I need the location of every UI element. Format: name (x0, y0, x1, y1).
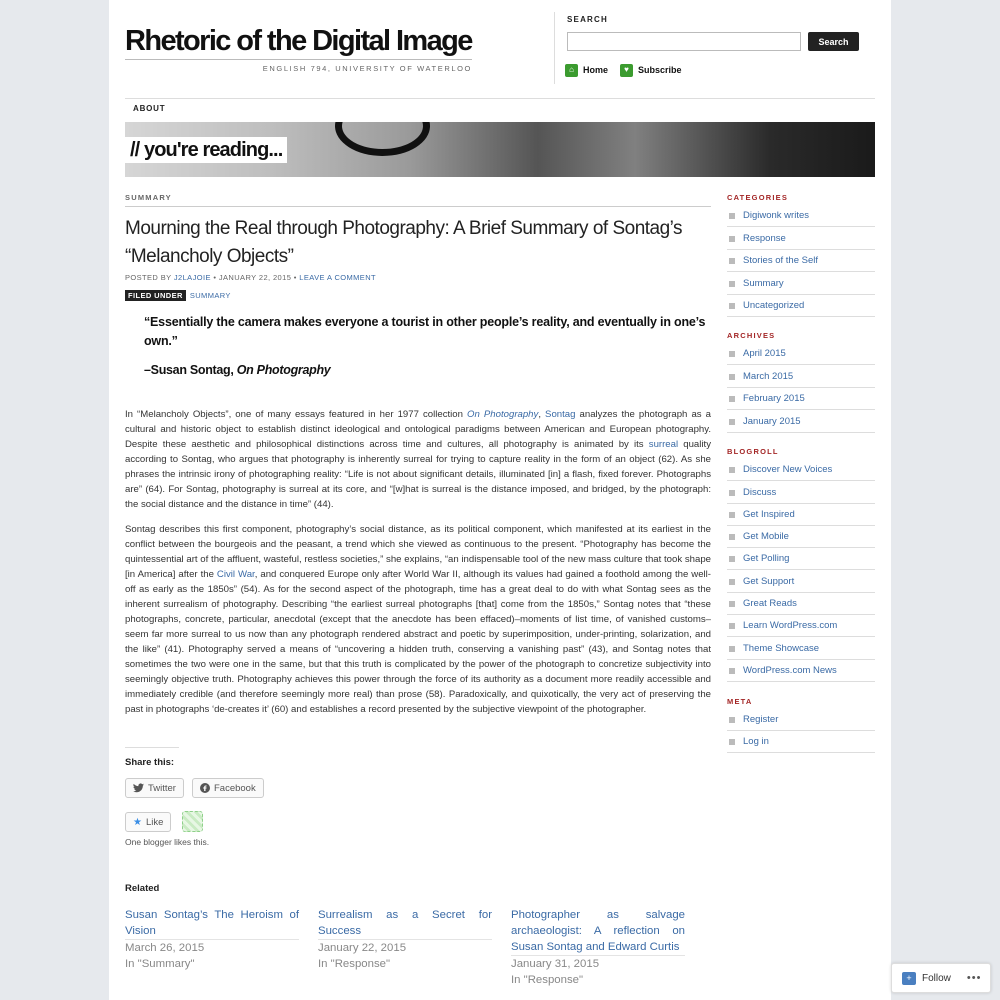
civil-war-link[interactable]: Civil War (216, 569, 255, 580)
meta-heading: META (727, 697, 753, 706)
related-post-date: January 31, 2015 (511, 958, 600, 970)
title-divider (125, 59, 472, 60)
sontag-link[interactable]: Sontag (545, 409, 576, 420)
facebook-share-button[interactable] (192, 778, 264, 798)
text: analyzes the photograph as a cultural and historic object to establish distinct ideological and ontological paradigms between American and European photography. Despite these aesthetic and philosophical distinctions across time and cultures, all photography is animated by its (125, 409, 711, 450)
paragraph-1 (125, 407, 711, 512)
archive-label: March 2015 (743, 371, 794, 382)
archive-label: January 2015 (743, 416, 801, 427)
archive-link[interactable] (727, 366, 875, 388)
blogroll-heading: BLOGROLL (727, 447, 779, 456)
blogroll-label: Discuss (743, 487, 777, 498)
star-icon: ★ (133, 816, 142, 828)
share-divider (125, 747, 179, 748)
meta-separator: • (213, 273, 217, 282)
bullet-icon (729, 556, 735, 562)
header-divider (554, 12, 555, 84)
bullet-icon (729, 579, 735, 585)
bullet-icon (729, 236, 735, 242)
surreal-link[interactable]: surreal (648, 439, 679, 450)
on-photography-link[interactable]: On Photography (467, 409, 539, 420)
bullet-icon (729, 303, 735, 309)
category-label: Summary (743, 278, 784, 289)
related-post (318, 907, 492, 972)
archive-link[interactable] (727, 411, 875, 433)
like-button[interactable] (125, 812, 171, 832)
bullet-icon (729, 351, 735, 357)
category-link[interactable] (727, 273, 875, 295)
blogroll-link[interactable] (727, 593, 875, 615)
banner-text: // you're reading... (125, 137, 287, 163)
follow-button[interactable] (891, 963, 991, 993)
related-post-category: In "Response" (318, 958, 391, 970)
bullet-icon (729, 374, 735, 380)
bullet-icon (729, 281, 735, 287)
post-meta (125, 273, 376, 282)
bullet-icon (729, 739, 735, 745)
home-link-label: Home (583, 65, 609, 75)
bullet-icon (729, 213, 735, 219)
bullet-icon (729, 534, 735, 540)
related-post-date: March 26, 2015 (125, 942, 205, 954)
search-label: SEARCH (567, 15, 608, 24)
blogroll-label: Learn WordPress.com (743, 620, 838, 631)
related-title: Related (125, 883, 160, 894)
citation-author: –Susan Sontag, (144, 363, 237, 377)
citation-book: On Photography (236, 363, 331, 377)
bullet-icon (729, 467, 735, 473)
related-post-category: In "Response" (511, 974, 584, 986)
blogroll-link[interactable] (727, 660, 875, 682)
category-link[interactable] (727, 295, 875, 317)
blogroll-label: Discover New Voices (743, 464, 833, 475)
site-tagline: ENGLISH 794, UNIVERSITY OF WATERLOO (262, 64, 472, 73)
banner-graphic (335, 122, 430, 156)
nav-divider (125, 98, 875, 99)
register-link[interactable] (727, 709, 875, 731)
search-button[interactable]: Search (808, 32, 859, 51)
category-link[interactable] (727, 205, 875, 227)
bullet-icon (729, 668, 735, 674)
blogroll-label: Get Support (743, 576, 795, 587)
meta-label: Register (743, 714, 779, 725)
filed-under (125, 290, 231, 301)
login-link[interactable] (727, 731, 875, 753)
category-label: Digiwonk writes (743, 210, 809, 221)
category-label: Response (743, 233, 786, 244)
blogroll-link[interactable] (727, 615, 875, 637)
category-link[interactable] (727, 250, 875, 272)
post-category-label[interactable]: SUMMARY (125, 193, 172, 202)
bullet-icon (729, 601, 735, 607)
related-post-date: January 22, 2015 (318, 942, 407, 954)
blogroll-label: Get Polling (743, 553, 790, 564)
site-title[interactable]: Rhetoric of the Digital Image (125, 25, 472, 57)
blogroll-link[interactable] (727, 482, 875, 504)
author-link[interactable]: J2LAJOIE (173, 273, 211, 282)
category-divider (125, 206, 711, 207)
posted-by-label: POSTED BY (125, 273, 172, 282)
more-options-icon[interactable]: ••• (966, 972, 982, 984)
blogroll-link[interactable] (727, 504, 875, 526)
archive-label: February 2015 (743, 393, 805, 404)
bullet-icon (729, 646, 735, 652)
nav-item-about[interactable]: ABOUT (133, 104, 166, 113)
subscribe-link[interactable] (620, 63, 682, 77)
blogroll-label: Get Mobile (743, 531, 789, 542)
blogroll-link[interactable] (727, 638, 875, 660)
blogroll-label: Get Inspired (743, 509, 795, 520)
blogroll-link[interactable] (727, 571, 875, 593)
blogroll-link[interactable] (727, 526, 875, 548)
meta-separator: • (293, 273, 297, 282)
text: quality according to Sontag, who argues that photography is inherently surreal for trying to capture reality in the form of an object (62). As she phrases the intrinsic irony of photographing reality: “Life is not about significant details, illuminated [in] a flash, fixed forever. Photographs are” (64). For Sontag, photography is surreal at its core, and “[w]hat is surreal is the distance imposed, and bridged, by the photograph: the social distance and the distance in time” (44). (125, 439, 711, 510)
text: In “Melancholy Objects”, one of many essays featured in her 1977 collection (125, 409, 468, 420)
home-link[interactable] (565, 63, 608, 77)
like-button-label: Like (145, 816, 164, 828)
epigraph-citation (144, 363, 330, 377)
related-post (511, 907, 685, 988)
blogroll-label: WordPress.com News (743, 665, 837, 676)
facebook-share-label: Facebook (214, 782, 256, 794)
filed-under-badge: FILED UNDER (125, 290, 186, 301)
blogroll-link[interactable] (727, 548, 875, 570)
category-label: Uncategorized (743, 300, 805, 311)
twitter-share-button[interactable] (125, 778, 184, 798)
like-count: One blogger likes this. (125, 837, 210, 847)
text: Sontag describes this first component, photography’s social distance, as its political component, which manifested at its earliest in the conflict between the bourgeois and the peasant, a trend which she viewed as continuous to the present. “Photography has become the quintessential art of the affluent, wasteful, restless societies,” she explains, “an indispensable tool of the new mass culture that took shape [in America] after the (125, 524, 711, 580)
related-post (125, 907, 299, 972)
twitter-share-label: Twitter (148, 782, 176, 794)
leave-comment-link[interactable]: LEAVE A COMMENT (299, 273, 376, 282)
related-post-link[interactable]: Susan Sontag’s The Heroism of Vision (125, 907, 299, 940)
archive-link[interactable] (727, 388, 875, 410)
related-post-category: In "Summary" (125, 958, 195, 970)
page-container (109, 0, 891, 1000)
heart-icon: ♥ (620, 64, 633, 77)
bullet-icon (729, 258, 735, 264)
subscribe-link-label: Subscribe (638, 65, 682, 75)
bullet-icon (729, 623, 735, 629)
bullet-icon (729, 717, 735, 723)
liker-avatar[interactable] (182, 811, 203, 832)
category-label: Stories of the Self (743, 255, 818, 266)
category-link[interactable] (727, 228, 875, 250)
header-banner (125, 122, 875, 177)
archive-link[interactable] (727, 343, 875, 365)
filed-under-link[interactable]: SUMMARY (189, 291, 231, 300)
text: , and conquered Europe only after World War II, although its values had gained a foothold among the well-off as early as the 1850s” (54). As for the second aspect of the photograph, time has a great deal to do with what Sontag sees as the inherent surrealism of photography. Describing “the earliest surreal photographs [that] come from the 1850s,” Sontag notes that “these photographs, concrete, particular, anecdotal (except that the anecdote has been effaced)–moments of list time, of vanished customs–seem far more surreal to us now than any photograph rendered abstract and poetic by superimposition, under-printing, solarization, and the like” (41). Photography served a means of “uncovering a hidden truth, conserving a vanishing past” (43), and Sontag notes that sometimes the two were one in the same, but that this truth is complicated by the power of the photograph to concretize subjectivity into seemingly objective truth. Photography achieves this power through the force of its authority as a document more readily accessible and immediately credible (and therefore seemingly more real) than prose (58). Paradoxically, and quixotically, the very act of preserving the past in photographs ‘de-creates it’ (60) and establishes a record presented by the subjective viewpoint of the photographer. (125, 569, 712, 715)
bullet-icon (729, 512, 735, 518)
search-input[interactable] (567, 32, 801, 51)
blogroll-label: Theme Showcase (743, 643, 820, 654)
facebook-icon (200, 783, 210, 793)
archive-label: April 2015 (743, 348, 786, 359)
bullet-icon (729, 419, 735, 425)
related-post-link[interactable]: Surrealism as a Secret for Success (318, 907, 492, 940)
post-date: JANUARY 22, 2015 (218, 273, 292, 282)
share-title: Share this: (125, 757, 175, 768)
home-icon: ⌂ (565, 64, 578, 77)
post-title: Mourning the Real through Photography: A Brief Summary of Sontag’s “Melancholy Objects” (125, 218, 683, 267)
related-post-link[interactable]: Photographer as salvage archaeologist: A reflection on Susan Sontag and Edward Curtis (511, 907, 685, 956)
paragraph-2 (125, 522, 711, 717)
bullet-icon (729, 490, 735, 496)
bullet-icon (729, 396, 735, 402)
categories-heading: CATEGORIES (727, 193, 789, 202)
blogroll-link[interactable] (727, 459, 875, 481)
text: , (538, 409, 546, 420)
follow-icon: + (902, 972, 916, 985)
meta-label: Log in (743, 736, 769, 747)
epigraph-quote: “Essentially the camera makes everyone a tourist in other people’s reality, and eventually in one’s own.” (144, 315, 706, 348)
archives-heading: ARCHIVES (727, 331, 776, 340)
follow-label: Follow (922, 972, 951, 984)
twitter-icon (133, 783, 144, 793)
blogroll-label: Great Reads (743, 598, 797, 609)
